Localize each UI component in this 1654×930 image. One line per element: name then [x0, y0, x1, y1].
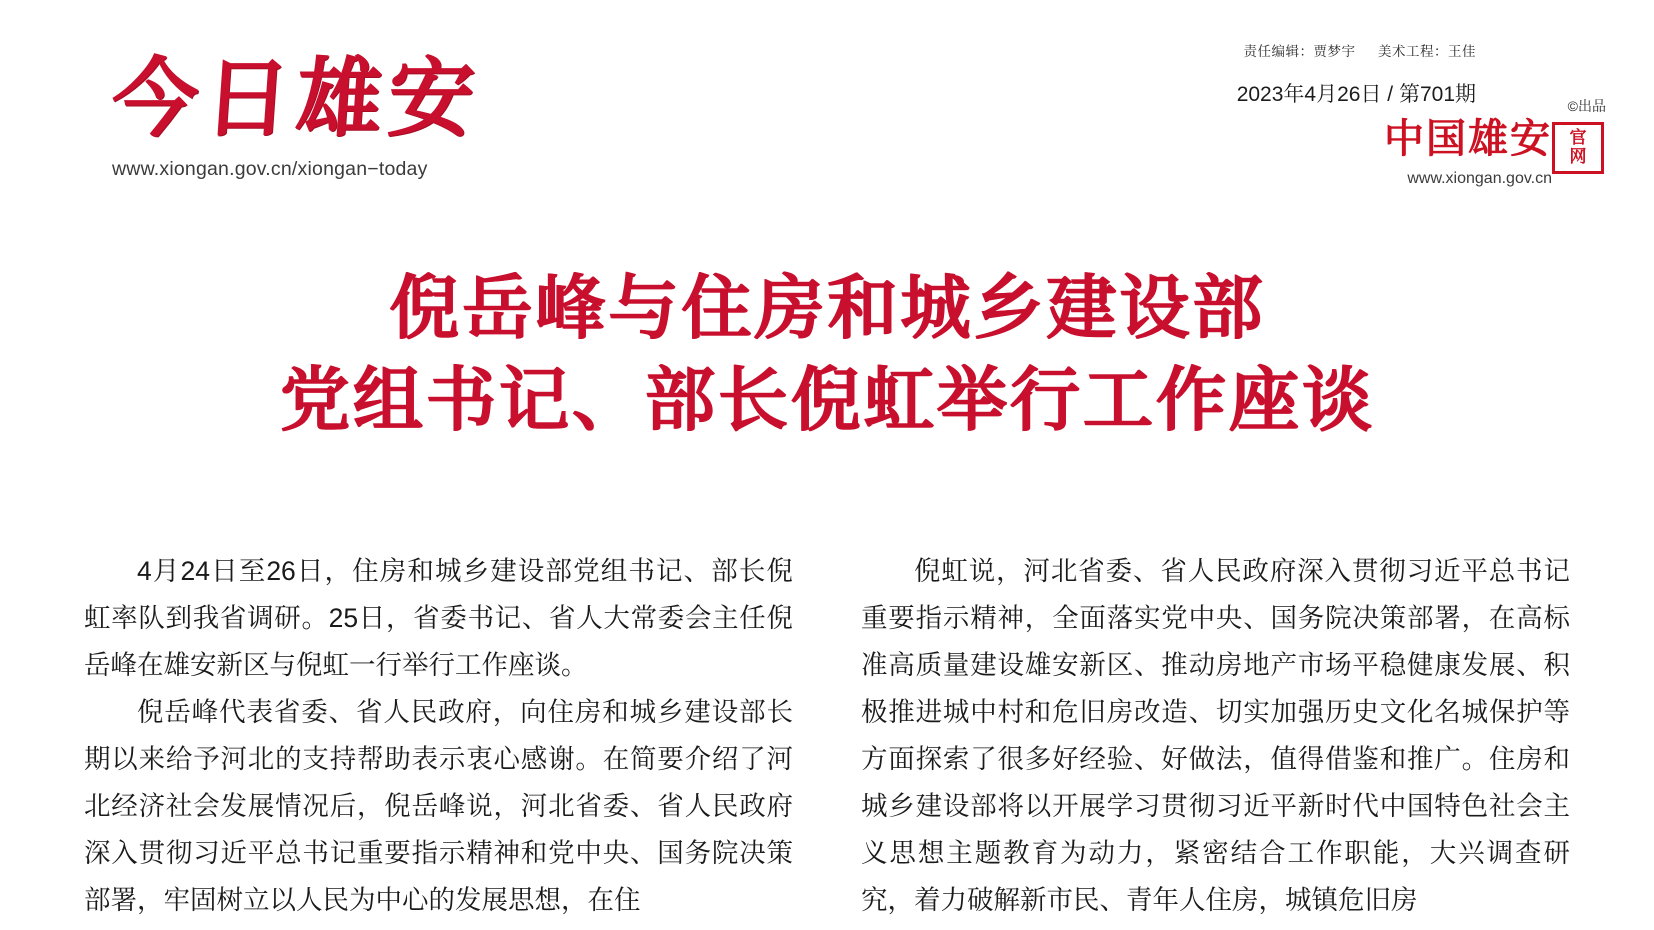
article-body: [84, 548, 1570, 924]
official-seal-icon: [1552, 122, 1604, 174]
credits-art: 美术工程：王佳: [1378, 44, 1476, 59]
publication-url: www.xiongan.gov.cn/xiongan−today: [112, 158, 428, 180]
masthead: [0, 0, 1654, 248]
publication-title: 今日雄安: [108, 48, 484, 149]
credits-line: [1237, 40, 1476, 60]
brand-name: 中国雄安: [1384, 115, 1552, 162]
paragraph: 倪岳峰代表省委、省人民政府，向住房和城乡建设部长期以来给予河北的支持帮助表示衷心感谢。在简要介绍了河北经济社会发展情况后，倪岳峰说，河北省委、省人民政府深入贯彻习近平总书记重要指示精神和党中央、国务院决策部署，牢固树立以人民为中心的发展思想，在住: [84, 697, 793, 915]
brand-url: www.xiongan.gov.cn: [1407, 170, 1552, 187]
headline-line-2: 党组书记、部长倪虹举行工作座谈: [279, 358, 1375, 441]
brand-block: [1356, 98, 1606, 188]
headline: [0, 262, 1654, 446]
seal-char-top: 官: [1569, 128, 1587, 148]
seal-char-bottom: 网: [1569, 147, 1587, 167]
paragraph: 4月24日至26日，住房和城乡建设部党组书记、部长倪虹率队到我省调研。25日，省委书记、省人大常委会主任倪岳峰在雄安新区与倪虹一行举行工作座谈。: [84, 556, 793, 680]
issue-date: 2023年4月26日 / 第701期: [1236, 83, 1476, 106]
article-column-right: [861, 548, 1570, 924]
credits-editor: 责任编辑：贾梦宇: [1243, 44, 1356, 59]
headline-line-1: 倪岳峰与住房和城乡建设部: [389, 266, 1265, 349]
article-column-left: [84, 548, 793, 924]
brand-copyright: ©出品: [1567, 98, 1606, 114]
publication-logo: [108, 48, 532, 181]
issue-metadata: [1237, 40, 1476, 108]
paragraph: 倪虹说，河北省委、省人民政府深入贯彻习近平总书记重要指示精神，全面落实党中央、国务院决策部署，在高标准高质量建设雄安新区、推动房地产市场平稳健康发展、积极推进城中村和危旧房改造、切实加强历史文化名城保护等方面探索了很多好经验、好做法，值得借鉴和推广。住房和城乡建设部将以开展学习贯彻习近平新时代中国特色社会主义思想主题教育为动力，紧密结合工作职能，大兴调查研究，着力破解新市民、青年人住房，城镇危旧房: [861, 556, 1570, 915]
